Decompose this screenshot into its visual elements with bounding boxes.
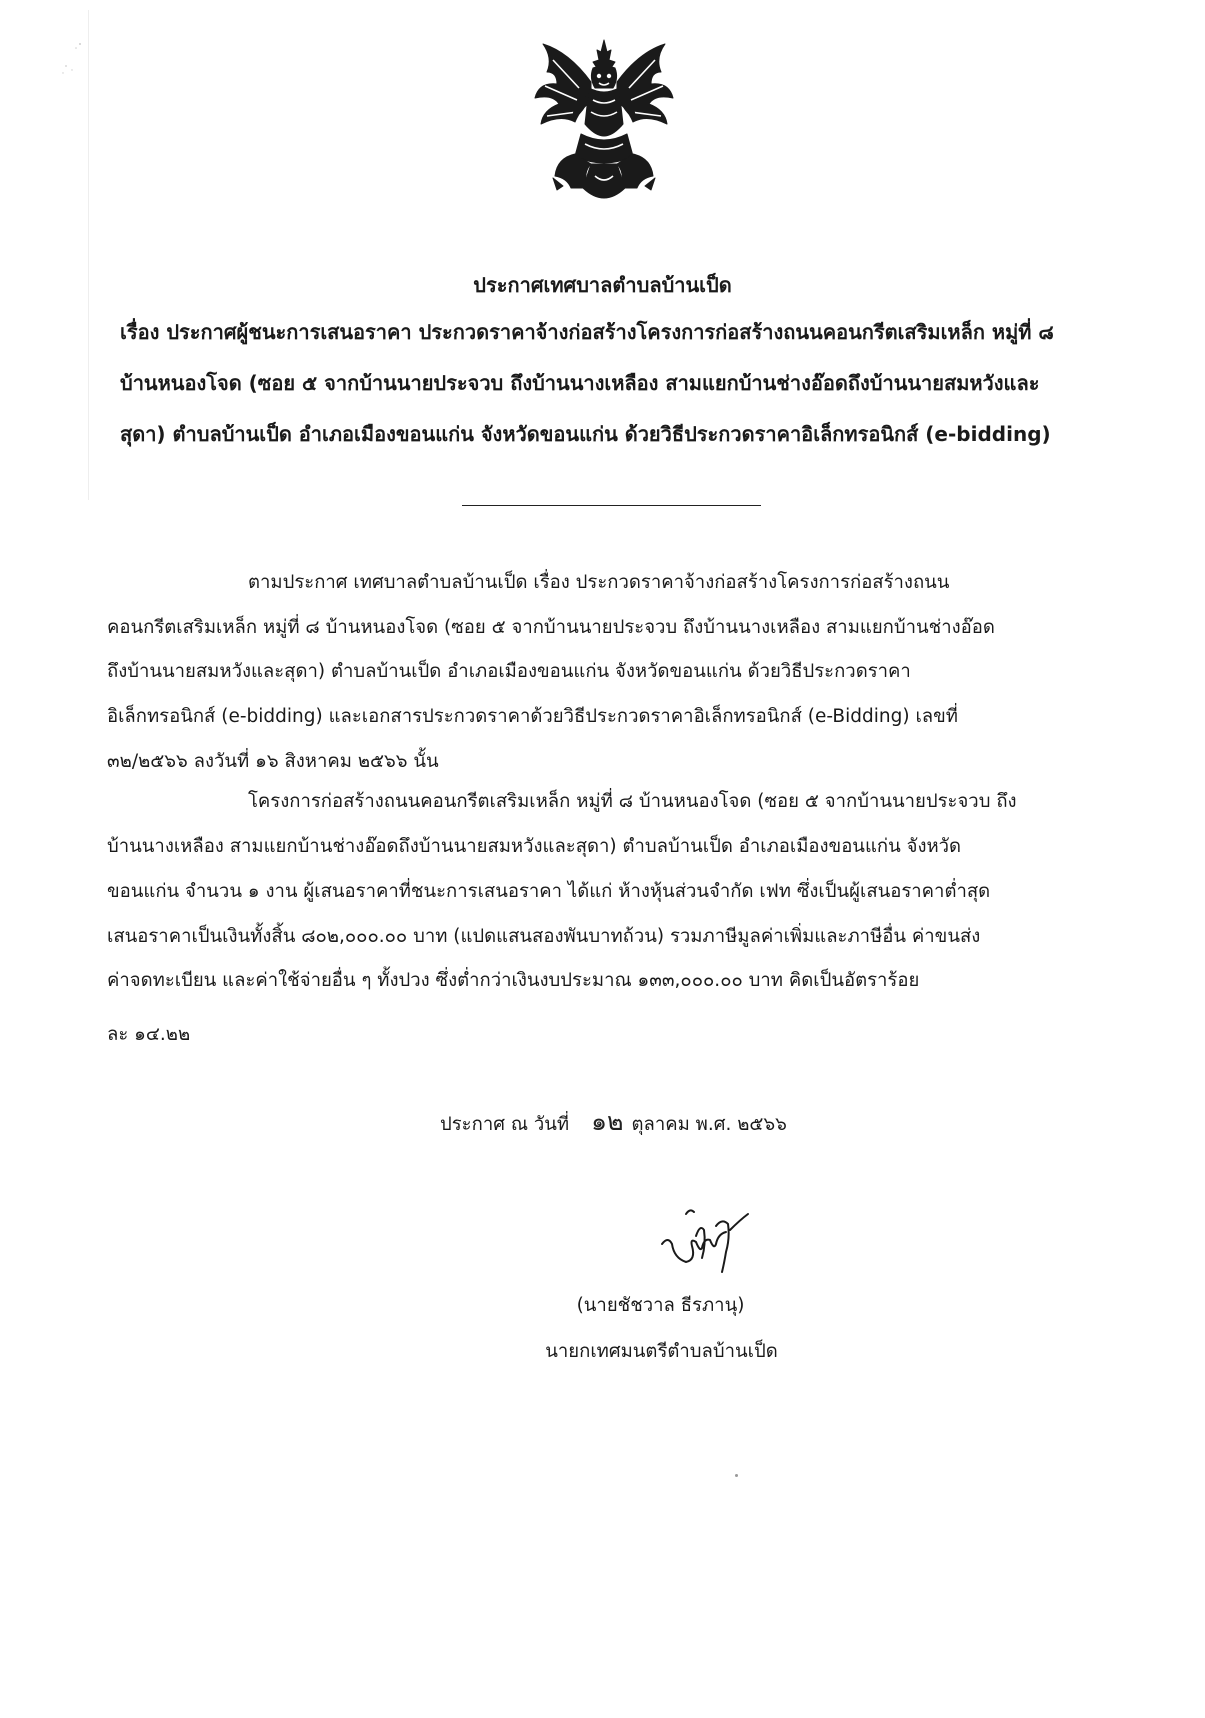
date-month-year: ตุลาคม พ.ศ. ๒๕๖๖: [631, 1114, 787, 1135]
signer-name-text: (นายชัชวาล ธีรภานุ): [576, 1295, 745, 1316]
signer-name: [0, 1294, 1205, 1318]
date-day-handwritten: ๑๒: [591, 1107, 624, 1136]
paragraph-1-line: อิเล็กทรอนิกส์ (e-bidding) และเอกสารประกวดราคาด้วยวิธีประกวดราคาอิเล็กทรอนิกส์ (e-Bidding) เลขที่: [107, 706, 958, 727]
document-title: ประกาศเทศบาลตำบลบ้านเป็ด: [473, 273, 732, 297]
scan-dust: [735, 1474, 738, 1477]
paragraph-2-line: บ้านนางเหลือง สามแยกบ้านช่างอ๊อดถึงบ้านนายสมหวังและสุดา) ตำบลบ้านเป็ด อำเภอเมืองขอนแก่น จังหวัด: [107, 836, 962, 857]
subject-line: สุดา) ตำบลบ้านเป็ด อำเภอเมืองขอนแก่น จังหวัดขอนแก่น ด้วยวิธีประกวดราคาอิเล็กทรอนิกส์ (e-bidding): [120, 422, 1051, 446]
paragraph-1-line: ๓๒/๒๕๖๖ ลงวันที่ ๑๖ สิงหาคม ๒๕๖๖ นั้น: [107, 751, 439, 772]
announcement-date: [440, 1108, 787, 1139]
subject-line: เรื่อง ประกาศผู้ชนะการเสนอราคา ประกวดราคาจ้างก่อสร้างโครงการก่อสร้างถนนคอนกรีตเสริมเหล็ก หมู่ที่ ๘: [120, 320, 1054, 344]
paragraph-1-line: คอนกรีตเสริมเหล็ก หมู่ที่ ๘ บ้านหนองโจด (ซอย ๕ จากบ้านนายประจวบ ถึงบ้านนางเหลือง สามแยกบ้านช่างอ๊อด: [107, 617, 995, 638]
paragraph-2-line: ค่าจดทะเบียน และค่าใช้จ่ายอื่น ๆ ทั้งปวง ซึ่งต่ำกว่าเงินงบประมาณ ๑๓๓,๐๐๐.๐๐ บาท คิดเป็นอัตราร้อย: [107, 970, 920, 991]
paragraph-2-line: ละ ๑๔.๒๒: [107, 1024, 191, 1045]
date-prefix: ประกาศ ณ วันที่: [440, 1114, 570, 1135]
signature-icon: [656, 1200, 752, 1278]
paragraph-2-line: เสนอราคาเป็นเงินทั้งสิ้น ๘๐๒,๐๐๐.๐๐ บาท (แปดแสนสองพันบาทถ้วน) รวมภาษีมูลค่าเพิ่มและภาษีอื่น ค่าขนส่ง: [107, 926, 981, 947]
subject-line: บ้านหนองโจด (ซอย ๕ จากบ้านนายประจวบ ถึงบ้านนางเหลือง สามแยกบ้านช่างอ๊อดถึงบ้านนายสมหวังและ: [120, 371, 1040, 395]
scan-artifact-icon: [60, 38, 90, 88]
title-divider: [462, 505, 761, 506]
signer-title: [0, 1340, 1205, 1364]
garuda-emblem-icon: [533, 38, 676, 208]
paragraph-1-line: ตามประกาศ เทศบาลตำบลบ้านเป็ด เรื่อง ประกวดราคาจ้างก่อสร้างโครงการก่อสร้างถนน: [248, 572, 950, 593]
paragraph-2-line: ขอนแก่น จำนวน ๑ งาน ผู้เสนอราคาที่ชนะการเสนอราคา ได้แก่ ห้างหุ้นส่วนจำกัด เฟท ซึ่งเป็นผู้เสนอราคาต่ำสุด: [107, 881, 991, 902]
signer-title-text: นายกเทศมนตรีตำบลบ้านเป็ด: [545, 1341, 778, 1362]
paragraph-1-line: ถึงบ้านนายสมหวังและสุดา) ตำบลบ้านเป็ด อำเภอเมืองขอนแก่น จังหวัดขอนแก่น ด้วยวิธีประกวดราคา: [107, 661, 911, 682]
paragraph-2-line: โครงการก่อสร้างถนนคอนกรีตเสริมเหล็ก หมู่ที่ ๘ บ้านหนองโจด (ซอย ๕ จากบ้านนายประจวบ ถึง: [248, 791, 1017, 812]
